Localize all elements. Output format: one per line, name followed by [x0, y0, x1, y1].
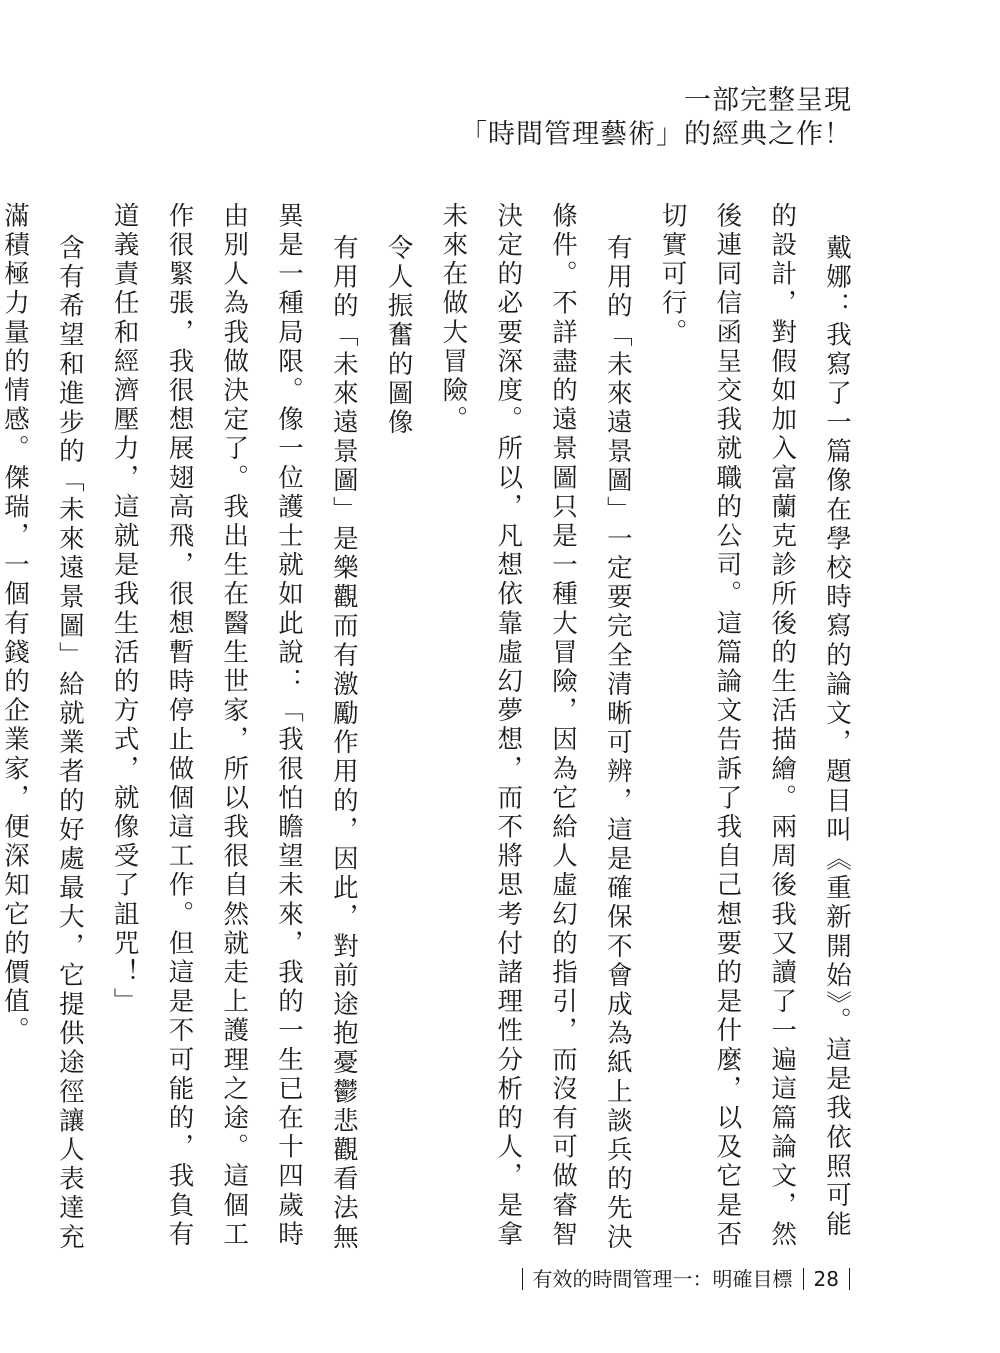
paragraph-4: 含有希望和進步的「未來遠景圖」給就業者的好處最大，它提供途徑讓人表達充滿積極力量的情感。傑瑞，一個有錢的企業家，便深知它的價值。 [0, 202, 85, 1253]
paragraph-2: 有用的「未來遠景圖」一定要完全清晰可辨，這是確保不會成為紙上談兵的先決條件。不詳盡的遠景圖只是一種大冒險，因為它給人虛幻的指引，而沒有可做睿智決定的必要深度。所以，凡想依靠虛幻夢想，而不將思考付諸理性分析的人，是拿未來在做大冒險。 [438, 202, 633, 1253]
footer-page-number: 28 [813, 1267, 839, 1291]
footer-divider-right [849, 1268, 850, 1290]
paragraph-1: 戴娜：我寫了一篇像在學校時寫的論文，題目叫《重新開始》。這是我依照可能的設計，對假如加入富蘭克診所後的生活描繪。兩周後我又讀了一遍這篇論文，然後連同信函呈交我就職的公司。這篇論文告訴了我自己想要的是什麼，以及它是否切實可行。 [657, 202, 852, 1250]
vertical-body-text [0, 202, 864, 1262]
footer-divider-middle [803, 1268, 804, 1290]
section-heading: 令人振奮的圖像 [383, 233, 414, 438]
page-header [460, 84, 852, 152]
footer-chapter-title: 有效的時間管理一：明確目標 [532, 1267, 793, 1291]
header-line-2: 「時間管理藝術」的經典之作！ [460, 119, 852, 150]
paragraph-3: 有用的「未來遠景圖」是樂觀而有激勵作用的，因此，對前途抱憂鬱悲觀看法無異是一種局限。像一位護士就如此說：「我很怕瞻望未來，我的一生已在十四歲時由別人為我做決定了。我出生在醫生世家，所以我很自然就走上護理之途。這個工作很緊張，我很想展翅高飛，很想暫時停止做個這工作。但這是不可能的，我負有道義責任和經濟壓力，這就是我生活的方式，就像受了詛咒！」 [109, 202, 359, 1253]
page-footer [512, 1267, 860, 1291]
header-line-1: 一部完整呈現 [684, 85, 852, 116]
footer-divider-left [522, 1268, 523, 1290]
